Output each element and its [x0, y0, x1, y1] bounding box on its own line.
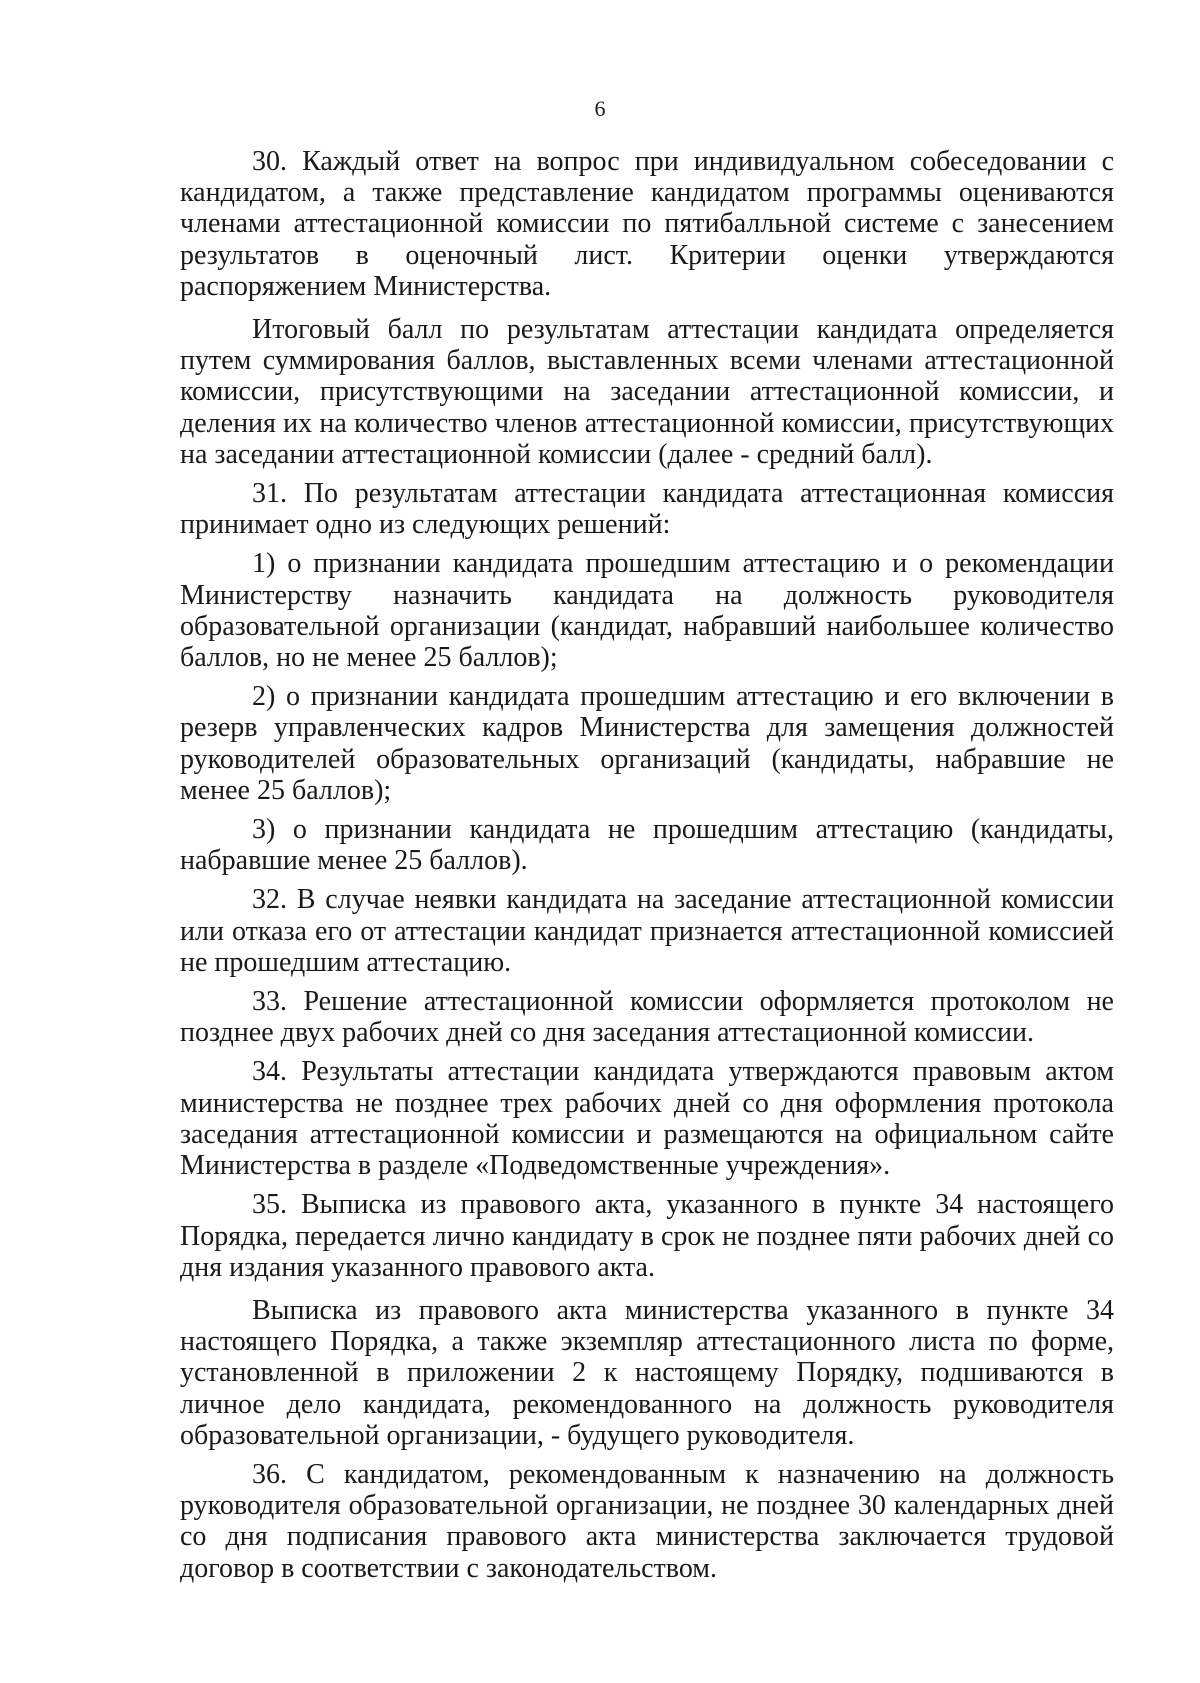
page-number: 6	[594, 96, 606, 121]
document-body	[180, 146, 1114, 1584]
paragraph-35: 35. Выписка из правового акта, указанного в пункте 34 настоящего Порядка, передается лично кандидату в срок не позднее пяти рабочих дней со дня издания указанного правового акта.	[180, 1189, 1114, 1283]
paragraph-31: 31. По результатам аттестации кандидата аттестационная комиссия принимает одно из следующих решений:	[180, 478, 1114, 541]
paragraph-34: 34. Результаты аттестации кандидата утверждаются правовым актом министерства не позднее трех рабочих дней со дня оформления протокола заседания аттестационной комиссии и размещаются на официальном сайте Министерства в разделе «Подведомственные учреждения».	[180, 1056, 1114, 1182]
paragraph-extract: Выписка из правового акта министерства указанного в пункте 34 настоящего Порядка, а также экземпляр аттестационного листа по форме, установленной в приложении 2 к настоящему Порядку, подшиваются в личное дело кандидата, рекомендованного на должность руководителя образовательной организации, - будущего руководителя.	[180, 1294, 1114, 1451]
paragraph-32: 32. В случае неявки кандидата на заседание аттестационной комиссии или отказа его от аттестации кандидат признается аттестационной комиссией не прошедшим аттестацию.	[180, 884, 1114, 978]
paragraph-31-item-2: 2) о признании кандидата прошедшим аттестацию и его включении в резерв управленческих кадров Министерства для замещения должностей руководителей образовательных организаций (кандидаты, набравшие не менее 25 баллов);	[180, 681, 1114, 806]
paragraph-33: 33. Решение аттестационной комиссии оформляется протоколом не позднее двух рабочих дней со дня заседания аттестационной комиссии.	[180, 986, 1114, 1049]
paragraph-36: 36. С кандидатом, рекомендованным к назначению на должность руководителя образовательной организации, не позднее 30 календарных дней со дня подписания правового акта министерства заключается трудовой договор в соответствии с законодательством.	[180, 1458, 1114, 1584]
paragraph-final-score: Итоговый балл по результатам аттестации кандидата определяется путем суммирования баллов, выставленных всеми членами аттестационной комиссии, присутствующими на заседании аттестационной комиссии, и деления их на количество членов аттестационной комиссии, присутствующих на заседании аттестационной комиссии (далее - средний балл).	[180, 314, 1114, 470]
paragraph-30: 30. Каждый ответ на вопрос при индивидуальном собеседовании с кандидатом, а также представление кандидатом программы оцениваются членами аттестационной комиссии по пятибалльной системе с занесением результатов в оценочный лист. Критерии оценки утверждаются распоряжением Министерства.	[180, 146, 1114, 302]
paragraph-31-item-1: 1) о признании кандидата прошедшим аттестацию и о рекомендации Министерству назначить кандидата на должность руководителя образовательной организации (кандидат, набравший наибольшее количество баллов, но не менее 25 баллов);	[180, 548, 1114, 674]
paragraph-31-item-3: 3) о признании кандидата не прошедшим аттестацию (кандидаты, набравшие менее 25 баллов).	[180, 814, 1114, 877]
